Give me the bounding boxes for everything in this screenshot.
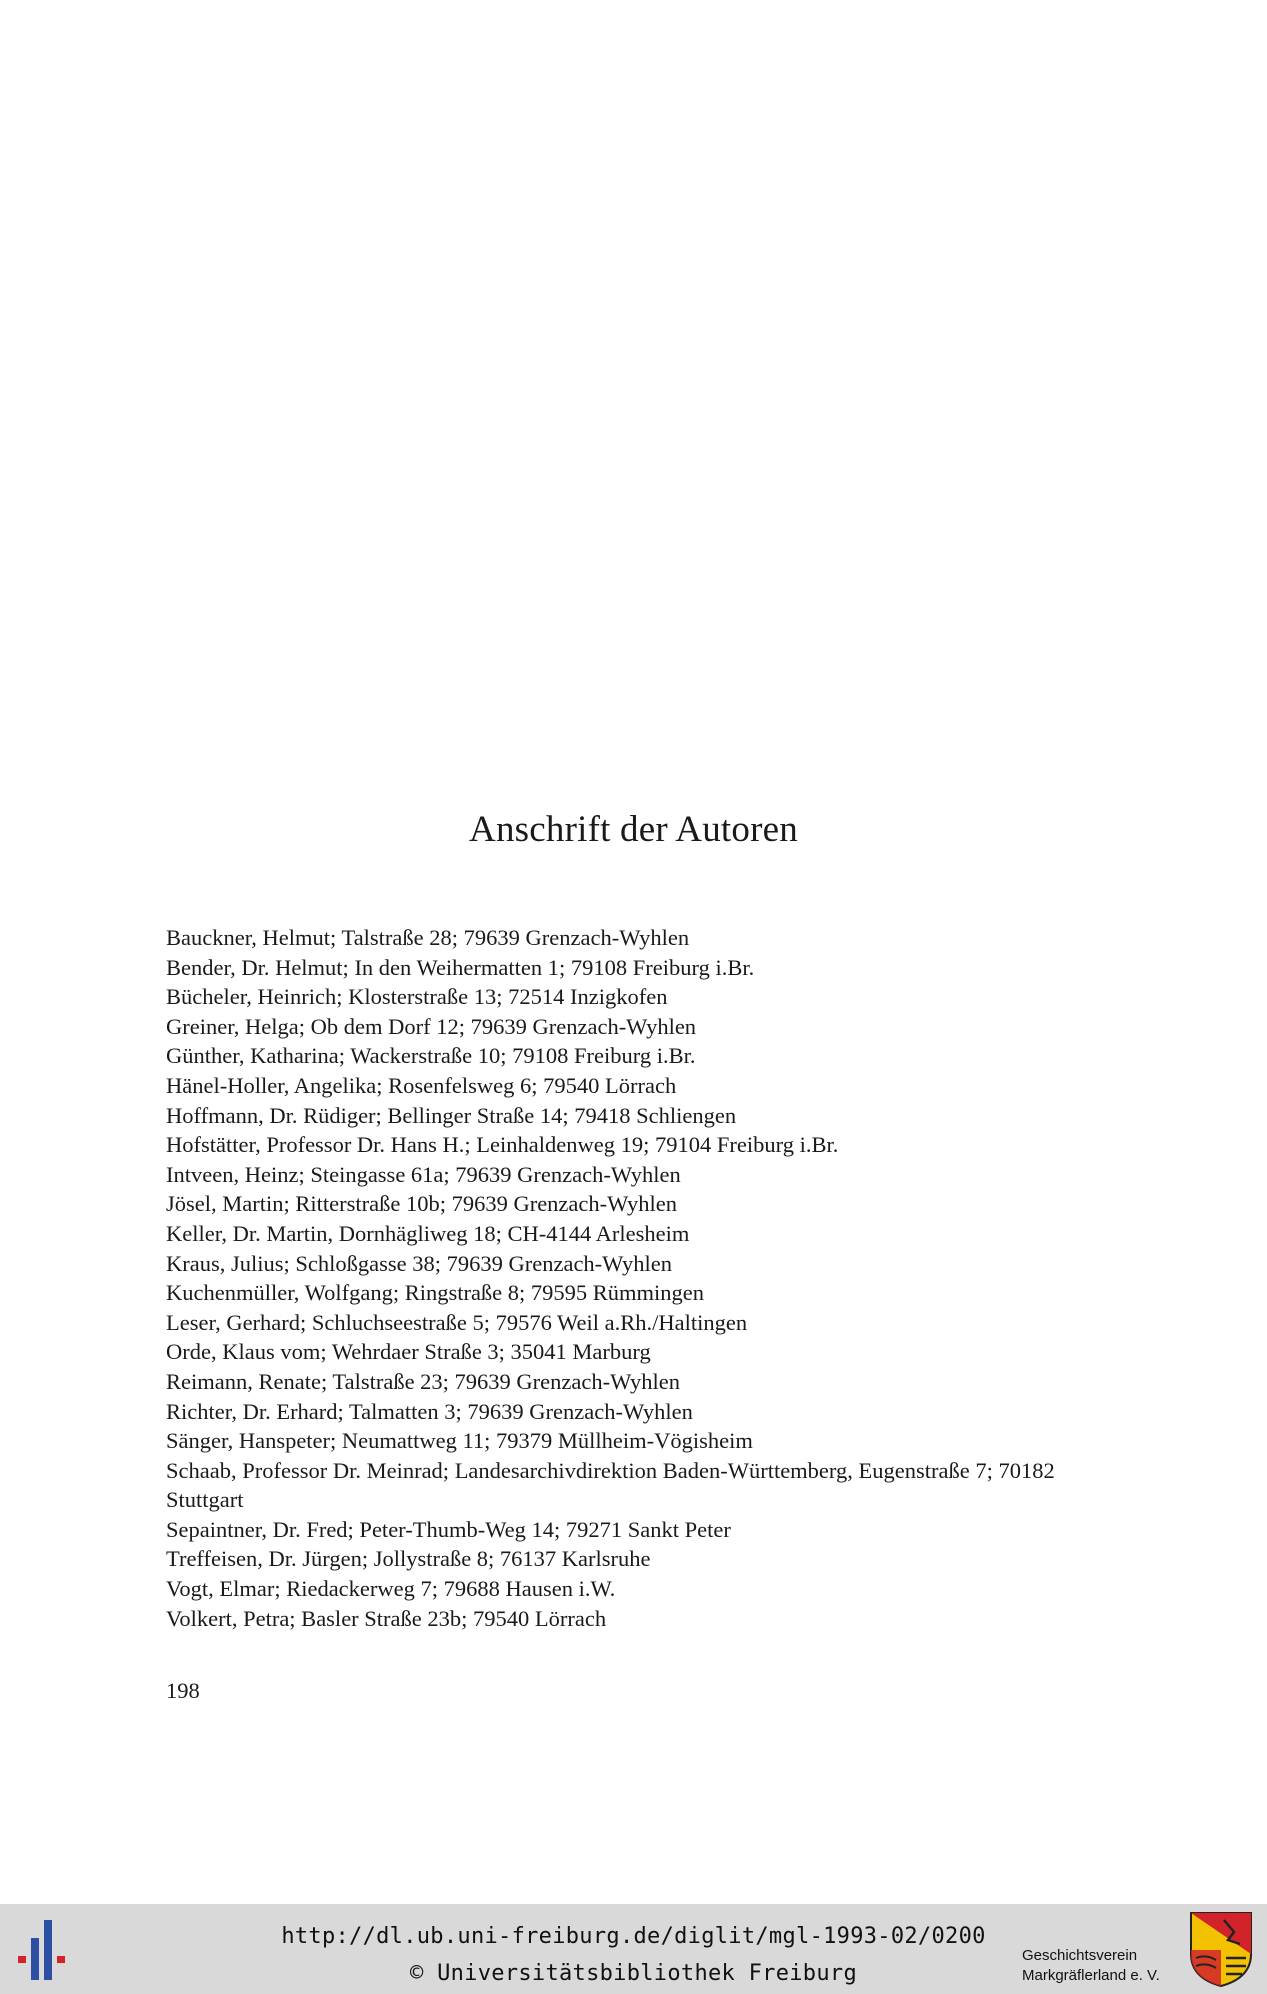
- list-item: Bender, Dr. Helmut; In den Weihermatten 1; 79108 Freiburg i.Br.: [166, 954, 755, 980]
- copyright-notice: © Universitätsbibliothek Freiburg: [410, 1961, 857, 1986]
- list-item: Reimann, Renate; Talstraße 23; 79639 Grenzach-Wyhlen: [166, 1368, 680, 1394]
- list-item: Intveen, Heinz; Steingasse 61a; 79639 Grenzach-Wyhlen: [166, 1161, 681, 1187]
- page-title: Anschrift der Autoren: [469, 809, 798, 850]
- society-name-line1: Geschichtsverein: [1022, 1947, 1138, 1964]
- list-item: Bauckner, Helmut; Talstraße 28; 79639 Grenzach-Wyhlen: [166, 925, 690, 950]
- coat-of-arms-icon: [1188, 1910, 1254, 1988]
- list-item: Hoffmann, Dr. Rüdiger; Bellinger Straße 14; 79418 Schliengen: [166, 1102, 737, 1128]
- list-item: Volkert, Petra; Basler Straße 23b; 79540 Lörrach: [166, 1605, 607, 1631]
- list-item: Richter, Dr. Erhard; Talmatten 3; 79639 Grenzach-Wyhlen: [166, 1398, 693, 1424]
- list-item: Bücheler, Heinrich; Klosterstraße 13; 72514 Inzigkofen: [166, 984, 668, 1010]
- page-number: 198: [166, 1678, 200, 1703]
- society-name-line2: Markgräflerland e. V.: [1022, 1967, 1160, 1984]
- permalink-link[interactable]: http://dl.ub.uni-freiburg.de/diglit/mgl-1993-02/0200: [281, 1924, 986, 1949]
- list-item: Sepaintner, Dr. Fred; Peter-Thumb-Weg 14; 79271 Sankt Peter: [166, 1516, 731, 1542]
- list-item: Keller, Dr. Martin, Dornhägliweg 18; CH-4144 Arlesheim: [166, 1220, 690, 1246]
- list-item: Sänger, Hanspeter; Neumattweg 11; 79379 Müllheim-Vögisheim: [166, 1428, 753, 1454]
- list-item: Treffeisen, Dr. Jürgen; Jollystraße 8; 76137 Karlsruhe: [166, 1546, 651, 1572]
- list-item: Schaab, Professor Dr. Meinrad; Landesarchivdirektion Baden-Württemberg, Eugenstraße 7; 70182 Stuttgart: [166, 1457, 1055, 1513]
- list-item: Greiner, Helga; Ob dem Dorf 12; 79639 Grenzach-Wyhlen: [166, 1013, 697, 1039]
- list-item: Orde, Klaus vom; Wehrdaer Straße 3; 35041 Marburg: [166, 1339, 651, 1365]
- list-item: Jösel, Martin; Ritterstraße 10b; 79639 Grenzach-Wyhlen: [166, 1191, 678, 1217]
- list-item: Kraus, Julius; Schloßgasse 38; 79639 Grenzach-Wyhlen: [166, 1250, 673, 1276]
- author-address-list: [166, 923, 1126, 1633]
- list-item: Vogt, Elmar; Riedackerweg 7; 79688 Hausen i.W.: [166, 1576, 616, 1602]
- list-item: Hänel-Holler, Angelika; Rosenfelsweg 6; 79540 Lörrach: [166, 1072, 677, 1098]
- footer-bar: [0, 1904, 1267, 1994]
- society-name: [1022, 1946, 1160, 1986]
- list-item: Günther, Katharina; Wackerstraße 10; 79108 Freiburg i.Br.: [166, 1043, 696, 1069]
- list-item: Leser, Gerhard; Schluchseestraße 5; 79576 Weil a.Rh./Haltingen: [166, 1309, 748, 1335]
- list-item: Kuchenmüller, Wolfgang; Ringstraße 8; 79595 Rümmingen: [166, 1280, 705, 1306]
- list-item: Hofstätter, Professor Dr. Hans H.; Leinhaldenweg 19; 79104 Freiburg i.Br.: [166, 1132, 839, 1158]
